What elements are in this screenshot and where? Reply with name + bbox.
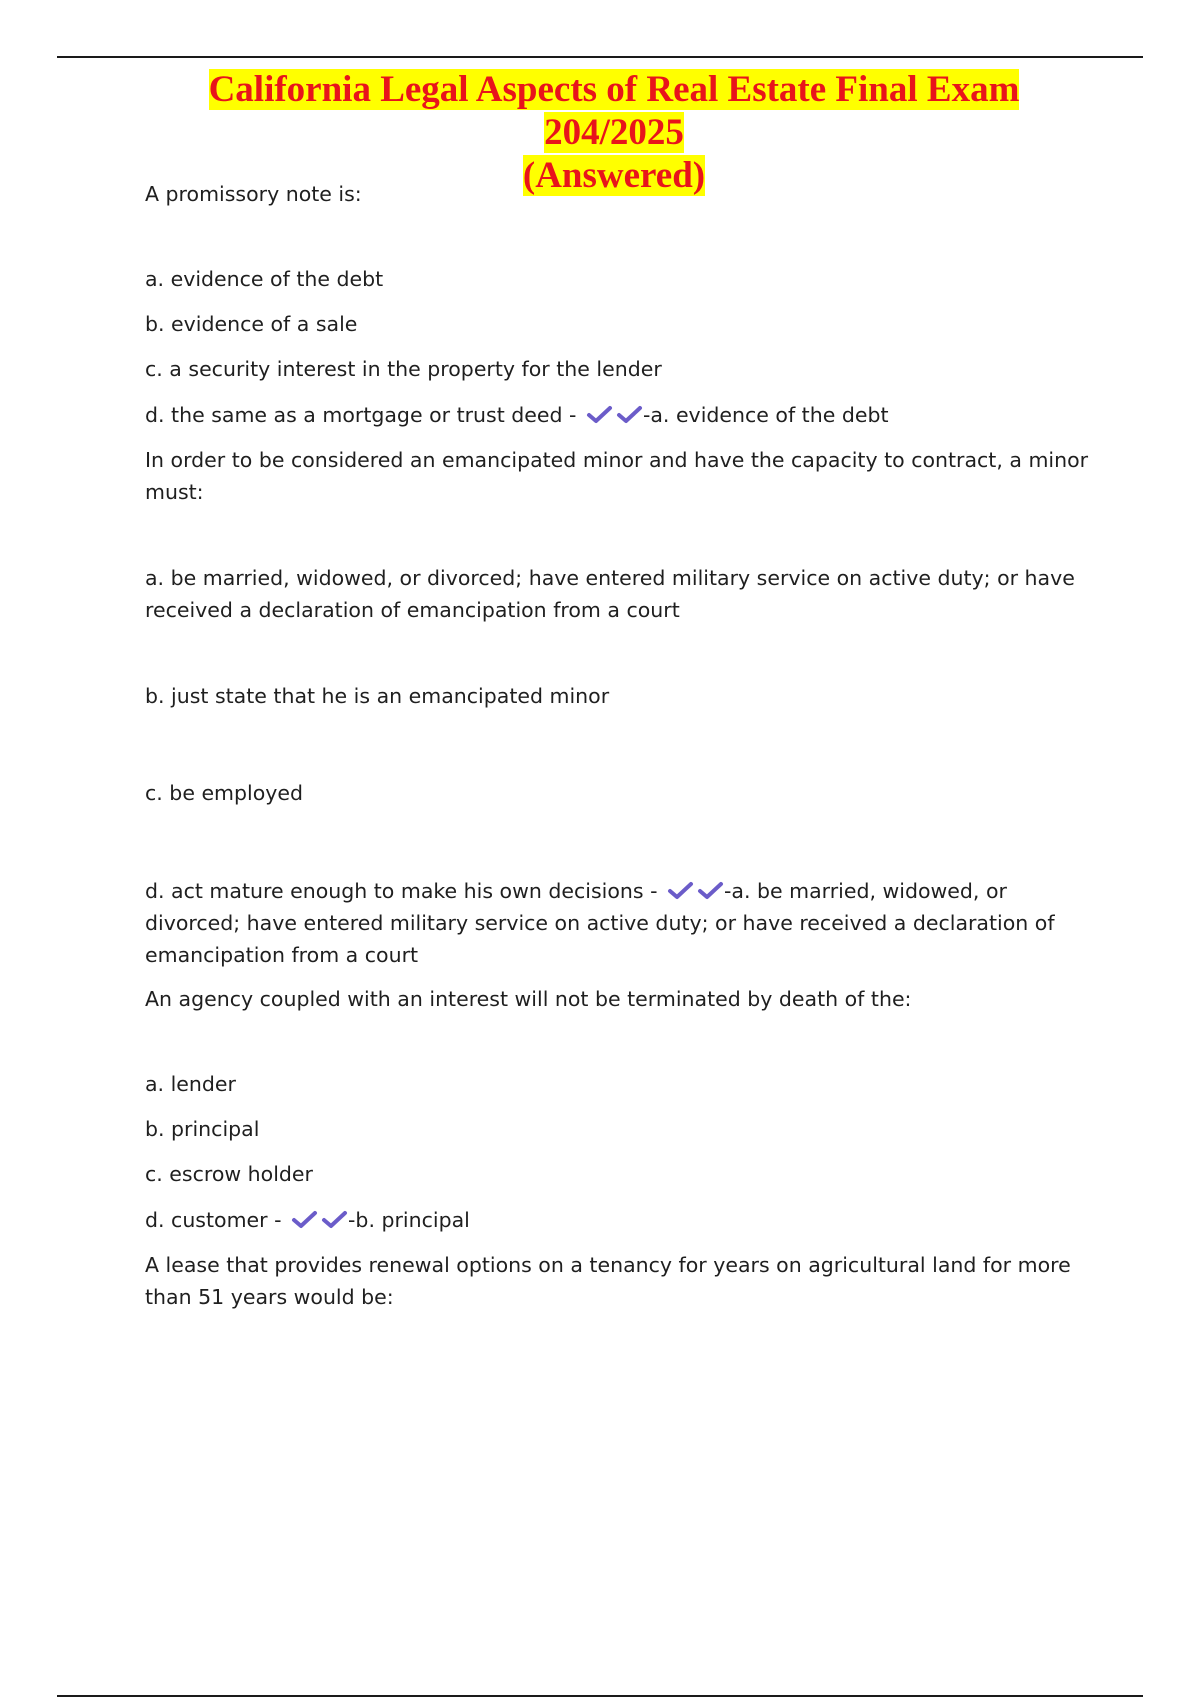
check-icon: [667, 881, 694, 901]
title-line-1: California Legal Aspects of Real Estate Final Exam 204/2025: [208, 69, 1020, 153]
check-icon: [291, 1210, 318, 1230]
option-a: a. be married, widowed, or divorced; have entered military service on active duty; or have received a declaration of emancipation from a court: [145, 566, 1075, 622]
option-d-text: d. act mature enough to make his own decisions -: [145, 879, 658, 903]
option-a: a. evidence of the debt: [145, 267, 384, 291]
option-c: c. a security interest in the property for the lender: [145, 357, 662, 381]
option-d-with-answer: [145, 875, 1095, 971]
question-text: A promissory note is:: [145, 182, 362, 206]
check-icon: [697, 881, 724, 901]
option-d-with-answer: [145, 1204, 1095, 1236]
option-c: c. escrow holder: [145, 1162, 313, 1186]
title-line-2: (Answered): [522, 155, 706, 196]
question-text: A lease that provides renewal options on a tenancy for years on agricultural land for more than 51 years would be:: [145, 1253, 1071, 1309]
top-rule: [57, 56, 1143, 58]
answer-text: -a. evidence of the debt: [642, 403, 889, 427]
question-text: In order to be considered an emancipated minor and have the capacity to contract, a minor must:: [145, 448, 1089, 504]
option-d-text: d. customer -: [145, 1208, 282, 1232]
option-d-text: d. the same as a mortgage or trust deed -: [145, 403, 577, 427]
option-b: b. principal: [145, 1117, 260, 1141]
option-a: a. lender: [145, 1072, 236, 1096]
check-icon: [616, 405, 643, 425]
check-icon: [586, 405, 613, 425]
option-d-with-answer: [145, 399, 1095, 431]
question-text: An agency coupled with an interest will not be terminated by death of the:: [145, 987, 912, 1011]
option-b: b. evidence of a sale: [145, 312, 358, 336]
answer-text: -a. be married, widowed, or divorced; have entered military service on active duty; or have received a declaration of emancipation from a court: [145, 879, 1055, 967]
check-icon: [321, 1210, 348, 1230]
option-b: b. just state that he is an emancipated minor: [145, 684, 610, 708]
option-c: c. be employed: [145, 781, 304, 805]
exam-content: [145, 178, 1095, 1313]
bottom-rule: [57, 1695, 1143, 1697]
answer-text: -b. principal: [348, 1208, 470, 1232]
